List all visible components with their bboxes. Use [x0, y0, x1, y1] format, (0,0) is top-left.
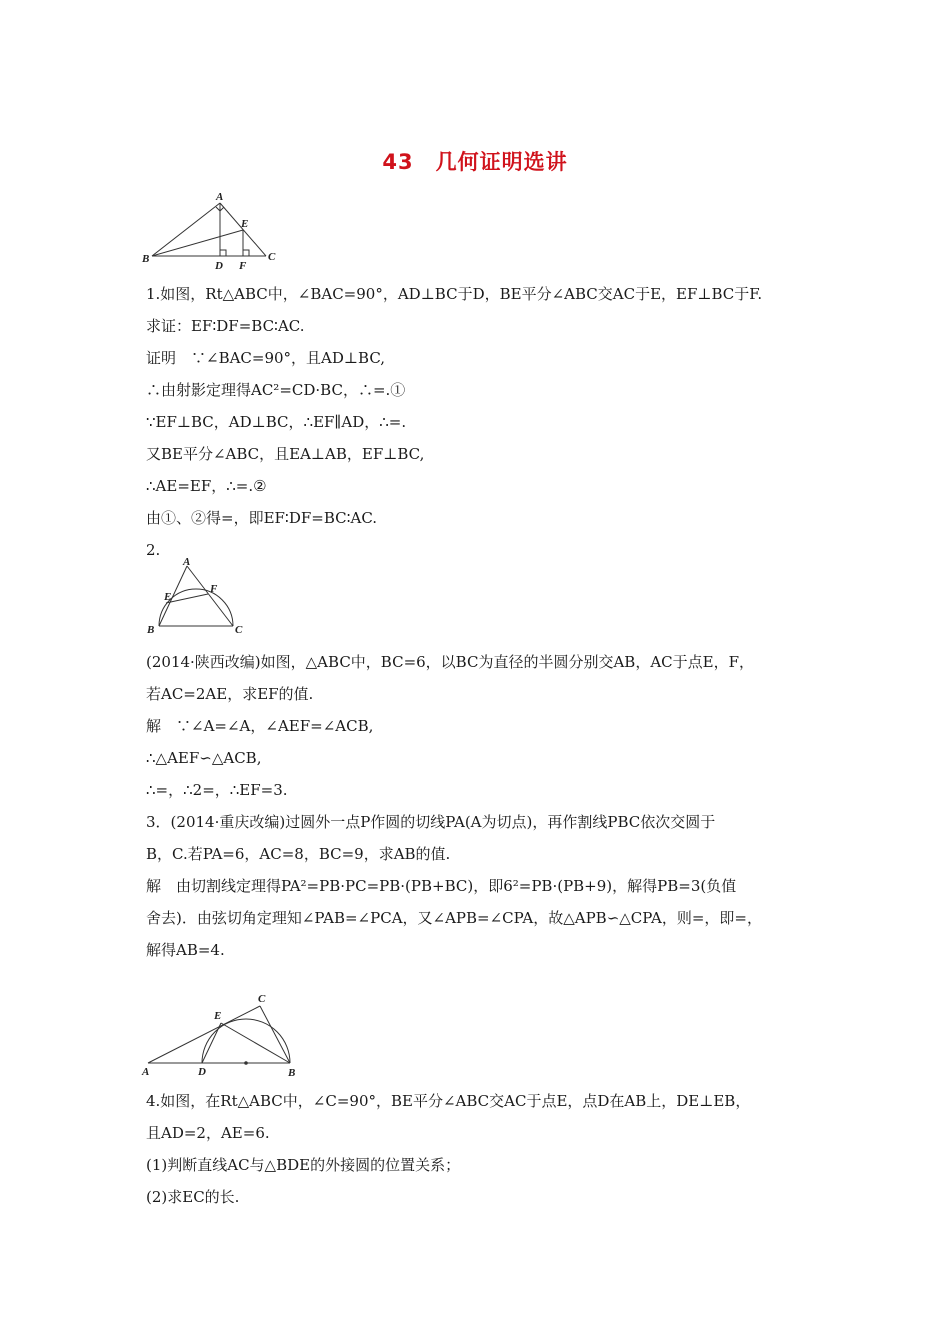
problem-4-statement: 且AD=2，AE=6.: [146, 1124, 270, 1142]
proof-line: ∵EF⊥BC，AD⊥BC，∴EF∥AD，∴=.: [146, 413, 407, 431]
solution-line: 解 ∵∠A=∠A，∠AEF=∠ACB,: [146, 717, 374, 735]
problem-2-statement: (2014·陕西改编)如图，△ABC中，BC=6，以BC为直径的半圆分别交AB，AC于点E，F，: [146, 653, 754, 671]
proof-line: 又BE平分∠ABC，且EA⊥AB，EF⊥BC,: [146, 445, 425, 463]
problem-3-statement: 3．(2014·重庆改编)过圆外一点P作圆的切线PA(A为切点)，再作割线PBC依次交圆于: [146, 813, 716, 831]
fig2-label-f: F: [210, 583, 218, 595]
problem-4-part-2: (2)求EC的长.: [146, 1188, 240, 1206]
problem-2-number: 2.: [146, 541, 161, 559]
fig2-label-b: B: [147, 624, 155, 636]
fig2-label-e: E: [164, 591, 172, 603]
fig1-label-a: A: [216, 191, 224, 203]
problem-2-statement: 若AC=2AE，求EF的值.: [146, 685, 314, 703]
solution-line: 解得AB=4.: [146, 941, 225, 959]
fig3-label-d: D: [198, 1066, 206, 1078]
problem-4-part-1: (1)判断直线AC与△BDE的外接圆的位置关系；: [146, 1156, 461, 1174]
figure-1-triangle: [140, 190, 285, 270]
fig3-label-e: E: [214, 1010, 222, 1022]
proof-line: ∴由射影定理得AC²=CD·BC，∴=.①: [146, 381, 406, 399]
fig1-label-e: E: [241, 218, 249, 230]
problem-3-statement: B，C.若PA=6，AC=8，BC=9，求AB的值.: [146, 845, 451, 863]
solution-line: ∴=，∴2=，∴EF=3.: [146, 781, 288, 799]
fig2-label-a: A: [183, 556, 191, 568]
problem-1-goal: 求证：EF∶DF=BC∶AC.: [146, 317, 305, 335]
solution-line: ∴△AEF∽△ACB,: [146, 749, 262, 767]
fig3-label-a: A: [142, 1066, 150, 1078]
fig3-label-c: C: [258, 993, 266, 1005]
fig1-label-b: B: [142, 253, 150, 265]
proof-line: ∴AE=EF，∴=.②: [146, 477, 267, 495]
fig1-label-d: D: [215, 260, 223, 272]
fig2-label-c: C: [235, 624, 243, 636]
solution-line: 解 由切割线定理得PA²=PB·PC=PB·(PB+BC)，即6²=PB·(PB+9)，解得PB=3(负值: [146, 877, 737, 895]
figure-3-circle: [140, 990, 310, 1080]
problem-4-statement: 4.如图，在Rt△ABC中，∠C=90°，BE平分∠ABC交AC于点E，点D在AB上，DE⊥EB，: [146, 1092, 751, 1110]
figure-2-semicircle: [140, 555, 255, 640]
solution-line: 舍去)．由弦切角定理知∠PAB=∠PCA，又∠APB=∠CPA，故△APB∽△CPA，则=，即=，: [146, 909, 762, 927]
fig3-label-b: B: [288, 1067, 296, 1079]
proof-line: 由①、②得=，即EF∶DF=BC∶AC.: [146, 509, 378, 527]
problem-1-statement: 1.如图，Rt△ABC中，∠BAC=90°，AD⊥BC于D，BE平分∠ABC交AC于E，EF⊥BC于F.: [146, 285, 763, 303]
proof-line: 证明 ∵∠BAC=90°，且AD⊥BC,: [146, 349, 386, 367]
fig1-label-f: F: [239, 260, 247, 272]
page-title: 43 几何证明选讲: [382, 150, 568, 174]
fig1-label-c: C: [268, 251, 276, 263]
